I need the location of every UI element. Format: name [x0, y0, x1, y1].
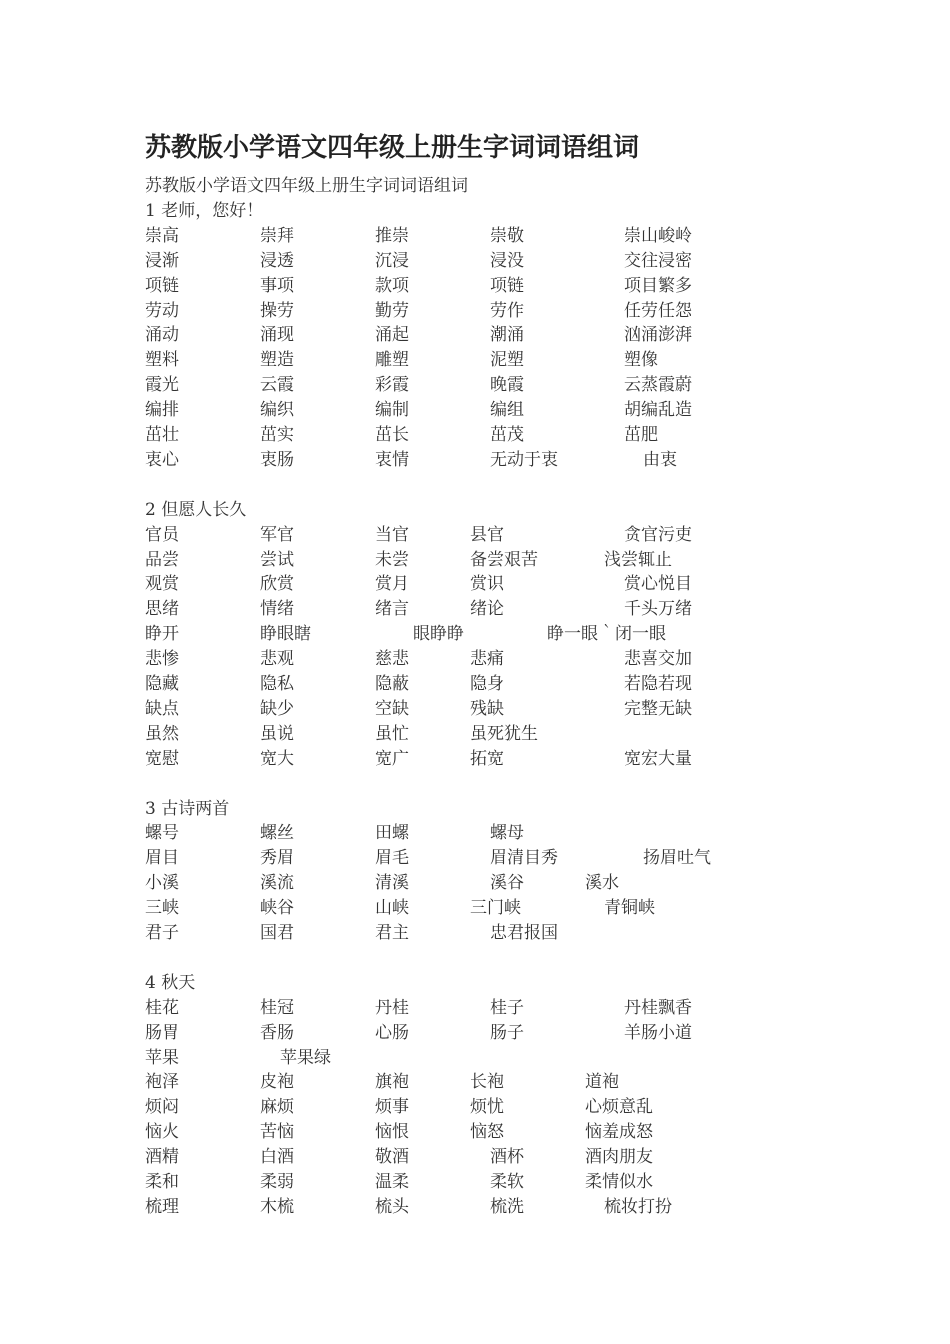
word-cell: 螺号: [145, 823, 179, 844]
word-row: [0, 1046, 950, 1071]
section-heading-text: 3 古诗两首: [145, 798, 230, 819]
word-cell: 扬眉吐气: [643, 848, 711, 869]
word-cell: 云蒸霞蔚: [624, 375, 692, 396]
word-cell: 浅尝辄止: [604, 549, 672, 570]
word-cell: 编排: [145, 400, 179, 421]
word-cell: 官员: [145, 524, 179, 545]
word-cell: 山峡: [375, 898, 409, 919]
word-cell: 秀眉: [260, 848, 294, 869]
word-cell: 青铜峡: [604, 898, 655, 919]
word-cell: 交往浸密: [624, 250, 692, 271]
word-cell: 君主: [375, 923, 409, 943]
word-cell: 小溪: [145, 873, 179, 894]
word-cell: 丹桂: [375, 997, 409, 1018]
word-cell: 赏心悦目: [624, 574, 692, 595]
word-cell: 事项: [260, 275, 294, 296]
word-cell: 情绪: [260, 599, 294, 620]
word-cell: 田螺: [375, 823, 409, 844]
word-cell: 编组: [490, 400, 524, 421]
word-cell: 残缺: [470, 698, 504, 719]
word-cell: 肠胃: [145, 1022, 179, 1043]
word-row: [0, 224, 950, 249]
word-row: [0, 548, 950, 573]
word-cell: 桂冠: [260, 997, 294, 1018]
word-cell: 悲观: [260, 649, 294, 670]
word-cell: 衷情: [375, 449, 409, 470]
word-row: [0, 921, 950, 946]
word-cell: 劳动: [145, 300, 179, 321]
word-cell: 由衷: [643, 449, 677, 470]
word-row: [0, 373, 950, 398]
word-cell: 千头万绪: [624, 599, 692, 620]
word-cell: 虽忙: [375, 723, 409, 744]
word-cell: 桂花: [145, 997, 179, 1018]
word-cell: 崇高: [145, 225, 179, 246]
word-cell: 涌起: [375, 325, 409, 346]
word-cell: 柔弱: [260, 1172, 294, 1192]
word-cell: 螺母: [490, 823, 524, 844]
word-cell: 崇山峻岭: [624, 225, 692, 246]
word-cell: 尝试: [260, 549, 294, 570]
word-cell: 晚霞: [490, 375, 524, 396]
word-cell: 塑造: [260, 350, 294, 371]
word-cell: 恼怒: [470, 1122, 504, 1143]
word-cell: 涌动: [145, 325, 179, 346]
word-cell: 劳作: [490, 300, 524, 321]
word-row: [0, 1170, 950, 1195]
word-cell: 衷肠: [260, 449, 294, 470]
word-row: [0, 896, 950, 921]
section-heading: [0, 498, 950, 523]
word-row: [0, 523, 950, 548]
word-cell: 操劳: [260, 300, 294, 321]
word-cell: 三门峡: [470, 898, 521, 919]
word-cell: 彩霞: [375, 375, 409, 396]
word-cell: 霞光: [145, 375, 179, 396]
word-row: [0, 846, 950, 871]
word-cell: 若隐若现: [624, 674, 692, 694]
word-cell: 肠子: [490, 1022, 524, 1043]
word-cell: 塑像: [624, 350, 658, 371]
word-cell: 眉毛: [375, 848, 409, 869]
word-cell: 贪官污吏: [624, 524, 692, 545]
word-row: [0, 597, 950, 622]
word-cell: 拓宽: [470, 748, 504, 769]
word-cell: 宽大: [260, 748, 294, 769]
word-cell: 无动于衷: [490, 449, 558, 470]
word-cell: 塑料: [145, 350, 179, 371]
word-row: [0, 747, 950, 772]
word-cell: 苹果绿: [280, 1047, 331, 1068]
word-cell: 苹果: [145, 1047, 179, 1068]
word-cell: 隐蔽: [375, 674, 409, 694]
word-cell: 烦忧: [470, 1097, 504, 1118]
word-row: [0, 622, 950, 647]
word-cell: 三峡: [145, 898, 179, 919]
word-cell: 恼羞成怒: [585, 1122, 653, 1143]
word-cell: 宽广: [375, 748, 409, 769]
word-cell: 军官: [260, 524, 294, 545]
word-cell: 汹涌澎湃: [624, 325, 692, 346]
word-cell: 螺丝: [260, 823, 294, 844]
word-cell: 赏月: [375, 574, 409, 595]
word-cell: 悲痛: [470, 649, 504, 670]
section-heading-text: 1 老师，您好！: [145, 200, 264, 221]
word-cell: 品尝: [145, 549, 179, 570]
word-cell: 项目繁多: [624, 275, 692, 296]
word-row: [0, 348, 950, 373]
word-cell: 睁一眼｀闭一眼: [547, 624, 666, 645]
word-row: [0, 697, 950, 722]
word-cell: 款项: [375, 275, 409, 296]
word-cell: 梳洗: [490, 1196, 524, 1217]
word-cell: 眉目: [145, 848, 179, 869]
word-cell: 宽慰: [145, 748, 179, 769]
word-row: [0, 1021, 950, 1046]
word-cell: 心肠: [375, 1022, 409, 1043]
word-cell: 备尝艰苦: [470, 549, 538, 570]
word-cell: 清溪: [375, 873, 409, 894]
word-cell: 胡编乱造: [624, 400, 692, 421]
word-cell: 推崇: [375, 225, 409, 246]
word-cell: 项链: [490, 275, 524, 296]
word-cell: 茁实: [260, 425, 294, 445]
word-cell: 木梳: [260, 1196, 294, 1217]
word-cell: 编织: [260, 400, 294, 421]
word-cell: 思绪: [145, 599, 179, 620]
word-cell: 浸渐: [145, 250, 179, 271]
word-cell: 虽然: [145, 723, 179, 744]
word-cell: 勤劳: [375, 300, 409, 321]
word-row: [0, 249, 950, 274]
word-row: [0, 323, 950, 348]
word-cell: 茁茂: [490, 425, 524, 445]
word-cell: 柔和: [145, 1172, 179, 1192]
word-cell: 绪论: [470, 599, 504, 620]
word-cell: 眼睁睁: [413, 624, 464, 645]
word-cell: 睁眼瞎: [260, 624, 311, 645]
word-cell: 烦闷: [145, 1097, 179, 1118]
word-cell: 任劳任怨: [624, 300, 692, 321]
word-cell: 县官: [470, 524, 504, 545]
word-cell: 酒肉朋友: [585, 1147, 653, 1168]
word-row: [0, 647, 950, 672]
word-cell: 忠君报国: [490, 923, 558, 943]
word-row: [0, 448, 950, 473]
word-cell: 香肠: [260, 1022, 294, 1043]
word-cell: 欣赏: [260, 574, 294, 595]
word-cell: 宽宏大量: [624, 748, 692, 769]
word-cell: 隐藏: [145, 674, 179, 694]
word-cell: 完整无缺: [624, 698, 692, 719]
word-cell: 柔软: [490, 1172, 524, 1192]
word-cell: 酒杯: [490, 1147, 524, 1168]
word-cell: 项链: [145, 275, 179, 296]
word-row: [0, 821, 950, 846]
word-cell: 丹桂飘香: [624, 997, 692, 1018]
word-cell: 绪言: [375, 599, 409, 620]
document-subtitle-text: 苏教版小学语文四年级上册生字词词语组词: [145, 176, 468, 196]
word-cell: 道袍: [585, 1072, 619, 1093]
word-cell: 睁开: [145, 624, 179, 645]
word-cell: 皮袍: [260, 1072, 294, 1093]
word-cell: 云霞: [260, 375, 294, 396]
word-cell: 袍泽: [145, 1072, 179, 1093]
word-row: [0, 996, 950, 1021]
word-cell: 沉浸: [375, 250, 409, 271]
word-cell: 眉清目秀: [490, 848, 558, 869]
word-cell: 梳理: [145, 1196, 179, 1217]
word-cell: 桂子: [490, 997, 524, 1018]
word-cell: 恼火: [145, 1122, 179, 1143]
word-cell: 烦事: [375, 1097, 409, 1118]
word-row: [0, 722, 950, 747]
section-heading-text: 4 秋天: [145, 972, 196, 993]
word-cell: 衷心: [145, 449, 179, 470]
word-row: [0, 572, 950, 597]
word-row: [0, 1095, 950, 1120]
word-cell: 溪谷: [490, 873, 524, 894]
word-cell: 空缺: [375, 698, 409, 719]
section-heading: [0, 971, 950, 996]
word-cell: 酒精: [145, 1147, 179, 1168]
word-cell: 麻烦: [260, 1097, 294, 1118]
word-cell: 旗袍: [375, 1072, 409, 1093]
document-subtitle: [0, 174, 950, 199]
word-cell: 国君: [260, 923, 294, 943]
word-row: [0, 1070, 950, 1095]
word-cell: 未尝: [375, 549, 409, 570]
word-cell: 茁肥: [624, 425, 658, 445]
word-cell: 溪流: [260, 873, 294, 894]
word-cell: 茁长: [375, 425, 409, 445]
word-row: [0, 1195, 950, 1220]
word-row: [0, 274, 950, 299]
word-cell: 梳妆打扮: [604, 1196, 672, 1217]
word-cell: 悲喜交加: [624, 649, 692, 670]
word-cell: 心烦意乱: [585, 1097, 653, 1118]
word-row: [0, 398, 950, 423]
word-cell: 溪水: [585, 873, 619, 894]
word-row: [0, 672, 950, 697]
word-row: [0, 871, 950, 896]
word-cell: 浸透: [260, 250, 294, 271]
word-cell: 隐私: [260, 674, 294, 694]
word-cell: 观赏: [145, 574, 179, 595]
section-heading: [0, 797, 950, 822]
word-cell: 虽死犹生: [470, 723, 538, 744]
word-cell: 柔情似水: [585, 1172, 653, 1192]
word-cell: 虽说: [260, 723, 294, 744]
word-cell: 涌现: [260, 325, 294, 346]
word-cell: 慈悲: [375, 649, 409, 670]
word-row: [0, 1120, 950, 1145]
document-title: 苏教版小学语文四年级上册生字词词语组词: [145, 133, 640, 163]
word-cell: 崇拜: [260, 225, 294, 246]
word-cell: 崇敬: [490, 225, 524, 246]
word-cell: 缺少: [260, 698, 294, 719]
word-cell: 潮涌: [490, 325, 524, 346]
word-cell: 赏识: [470, 574, 504, 595]
word-cell: 隐身: [470, 674, 504, 694]
word-cell: 雕塑: [375, 350, 409, 371]
word-row: [0, 423, 950, 448]
section-heading: [0, 199, 950, 224]
word-cell: 温柔: [375, 1172, 409, 1192]
word-row: [0, 1145, 950, 1170]
word-cell: 敬酒: [375, 1147, 409, 1168]
word-cell: 君子: [145, 923, 179, 943]
word-cell: 峡谷: [260, 898, 294, 919]
word-cell: 悲惨: [145, 649, 179, 670]
word-cell: 编制: [375, 400, 409, 421]
word-cell: 梳头: [375, 1196, 409, 1217]
word-cell: 泥塑: [490, 350, 524, 371]
word-cell: 茁壮: [145, 425, 179, 445]
word-cell: 缺点: [145, 698, 179, 719]
word-cell: 当官: [375, 524, 409, 545]
word-cell: 恼恨: [375, 1122, 409, 1143]
word-cell: 羊肠小道: [624, 1022, 692, 1043]
word-cell: 苦恼: [260, 1122, 294, 1143]
word-row: [0, 299, 950, 324]
word-cell: 浸没: [490, 250, 524, 271]
word-cell: 长袍: [470, 1072, 504, 1093]
section-heading-text: 2 但愿人长久: [145, 499, 247, 520]
word-cell: 白酒: [260, 1147, 294, 1168]
